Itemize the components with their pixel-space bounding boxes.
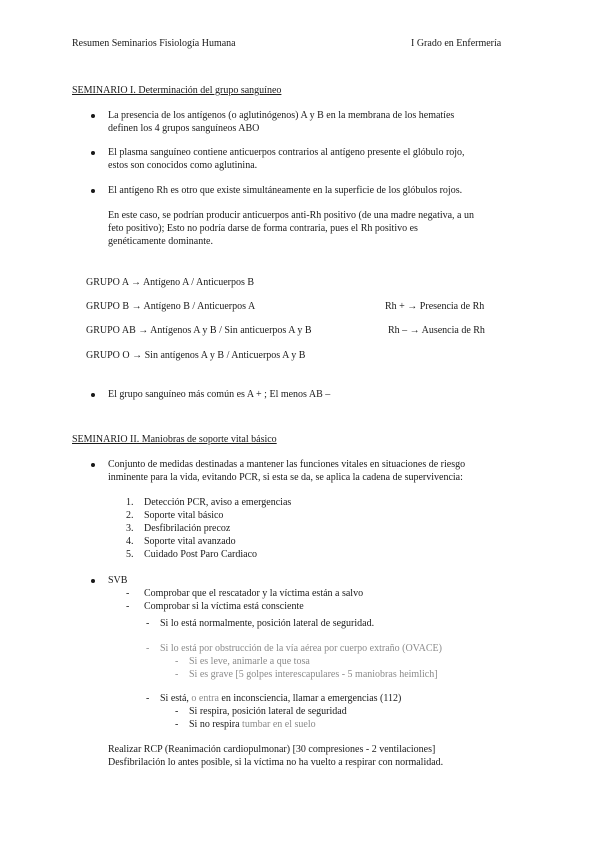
sub2-text: Si lo está por obstrucción de la vía aérea por cuerpo extraño (OVACE): [160, 643, 442, 654]
s1-bullet1-line2: definen los 4 grupos sanguíneos ABO: [108, 123, 260, 134]
chain-num-5: 5.: [126, 549, 134, 560]
chain-item-1: Detección PCR, aviso a emergencias: [144, 497, 292, 508]
dash-marker: -: [175, 719, 179, 730]
group-b: GRUPO B → Antígeno B / Anticuerpos A: [86, 301, 256, 312]
sub3b-part1: Si no respira: [189, 719, 243, 730]
s1-bullet2-line2: estos son conocidos como aglutinina.: [108, 160, 258, 171]
sub3-part3: en inconsciencia, llamar a emergencias (112): [218, 693, 402, 704]
dash-marker: -: [175, 706, 179, 717]
group-o: GRUPO O → Sin antígenos A y B / Anticuerpos A y B: [86, 350, 306, 361]
svb-dash2: Comprobar si la víctima está consciente: [144, 601, 304, 612]
s1-bullet4: El grupo sanguíneo más común es A + ; El menos AB –: [108, 389, 331, 400]
chain-item-2: Soporte vital básico: [144, 510, 224, 521]
s1-para-line2: feto positivo); Esto no podría darse de forma contraria, pues el Rh positivo es: [108, 223, 418, 234]
s2-bullet1-line2: inminente para la vida, evitando PCR, si esta se da, se aplica la cadena de supervivencia:: [108, 472, 463, 483]
chain-item-4: Soporte vital avanzado: [144, 536, 236, 547]
dash-marker: -: [126, 601, 130, 612]
sub3-text: [160, 692, 401, 705]
chain-item-5: Cuidado Post Paro Cardiaco: [144, 549, 258, 560]
rh-positive: Rh + → Presencia de Rh: [385, 301, 485, 312]
rh-negative: Rh – → Ausencia de Rh: [388, 325, 485, 336]
chain-num-4: 4.: [126, 536, 134, 547]
chain-num-3: 3.: [126, 523, 134, 534]
seminar1-title: SEMINARIO I. Determinación del grupo sanguíneo: [72, 85, 282, 96]
dash-marker: -: [175, 669, 179, 680]
dash-marker: -: [175, 656, 179, 667]
bullet-dot: [91, 393, 95, 397]
dash-marker: -: [126, 588, 130, 599]
dash-marker: -: [146, 618, 150, 629]
group-ab: GRUPO AB → Antígenos A y B / Sin anticuerpos A y B: [86, 325, 312, 336]
bullet-dot: [91, 114, 95, 118]
sub2a-text: Si es leve, animarle a que tosa: [189, 656, 310, 667]
sub3-part2: o entra: [191, 693, 219, 704]
bullet-dot: [91, 463, 95, 467]
s1-bullet2-line1: El plasma sanguíneo contiene anticuerpos contrarios al antígeno presente el glóbulo rojo,: [108, 147, 465, 158]
final-line1: Realizar RCP (Reanimación cardiopulmonar) [30 compresiones - 2 ventilaciones]: [108, 744, 436, 755]
s1-para-line1: En este caso, se podrían producir anticuerpos anti-Rh positivo (de una madre negativa, a un: [108, 210, 474, 221]
sub2b-text: Si es grave [5 golpes interescapulares - 5 maniobras heimlich]: [189, 669, 438, 680]
dash-marker: -: [146, 693, 150, 704]
final-line2: Desfibrilación lo antes posible, si la víctima no ha vuelto a respirar con normalidad.: [108, 757, 444, 768]
chain-num-1: 1.: [126, 497, 134, 508]
s2-bullet1-line1: Conjunto de medidas destinadas a mantener las funciones vitales en situaciones de riesgo: [108, 459, 466, 470]
sub3-part1: Si está,: [160, 693, 192, 704]
sub1-text: Si lo está normalmente, posición lateral de seguridad.: [160, 618, 375, 629]
sub3b-part2: tumbar en el suelo: [242, 719, 316, 730]
svb-dash1: Comprobar que el rescatador y la víctima están a salvo: [144, 588, 364, 599]
header-right: I Grado en Enfermería: [411, 38, 502, 49]
chain-num-2: 2.: [126, 510, 134, 521]
group-a: GRUPO A → Antígeno A / Anticuerpos B: [86, 277, 255, 288]
header-left: Resumen Seminarios Fisiología Humana: [72, 38, 236, 49]
bullet-dot: [91, 579, 95, 583]
dash-marker: -: [146, 643, 150, 654]
sub3b-text: [189, 718, 316, 731]
sub3a-text: Si respira, posición lateral de seguridad: [189, 706, 347, 717]
bullet-dot: [91, 189, 95, 193]
svb-label: SVB: [108, 575, 128, 586]
s1-bullet3: El antígeno Rh es otro que existe simultáneamente en la superficie de los glóbulos rojos.: [108, 185, 463, 196]
s1-bullet1-line1: La presencia de los antígenos (o aglutinógenos) A y B en la membrana de los hematíes: [108, 110, 455, 121]
bullet-dot: [91, 151, 95, 155]
seminar2-title: SEMINARIO II. Maniobras de soporte vital básico: [72, 434, 277, 445]
chain-item-3: Desfibrilación precoz: [144, 523, 231, 534]
s1-para-line3: genéticamente dominante.: [108, 236, 213, 247]
